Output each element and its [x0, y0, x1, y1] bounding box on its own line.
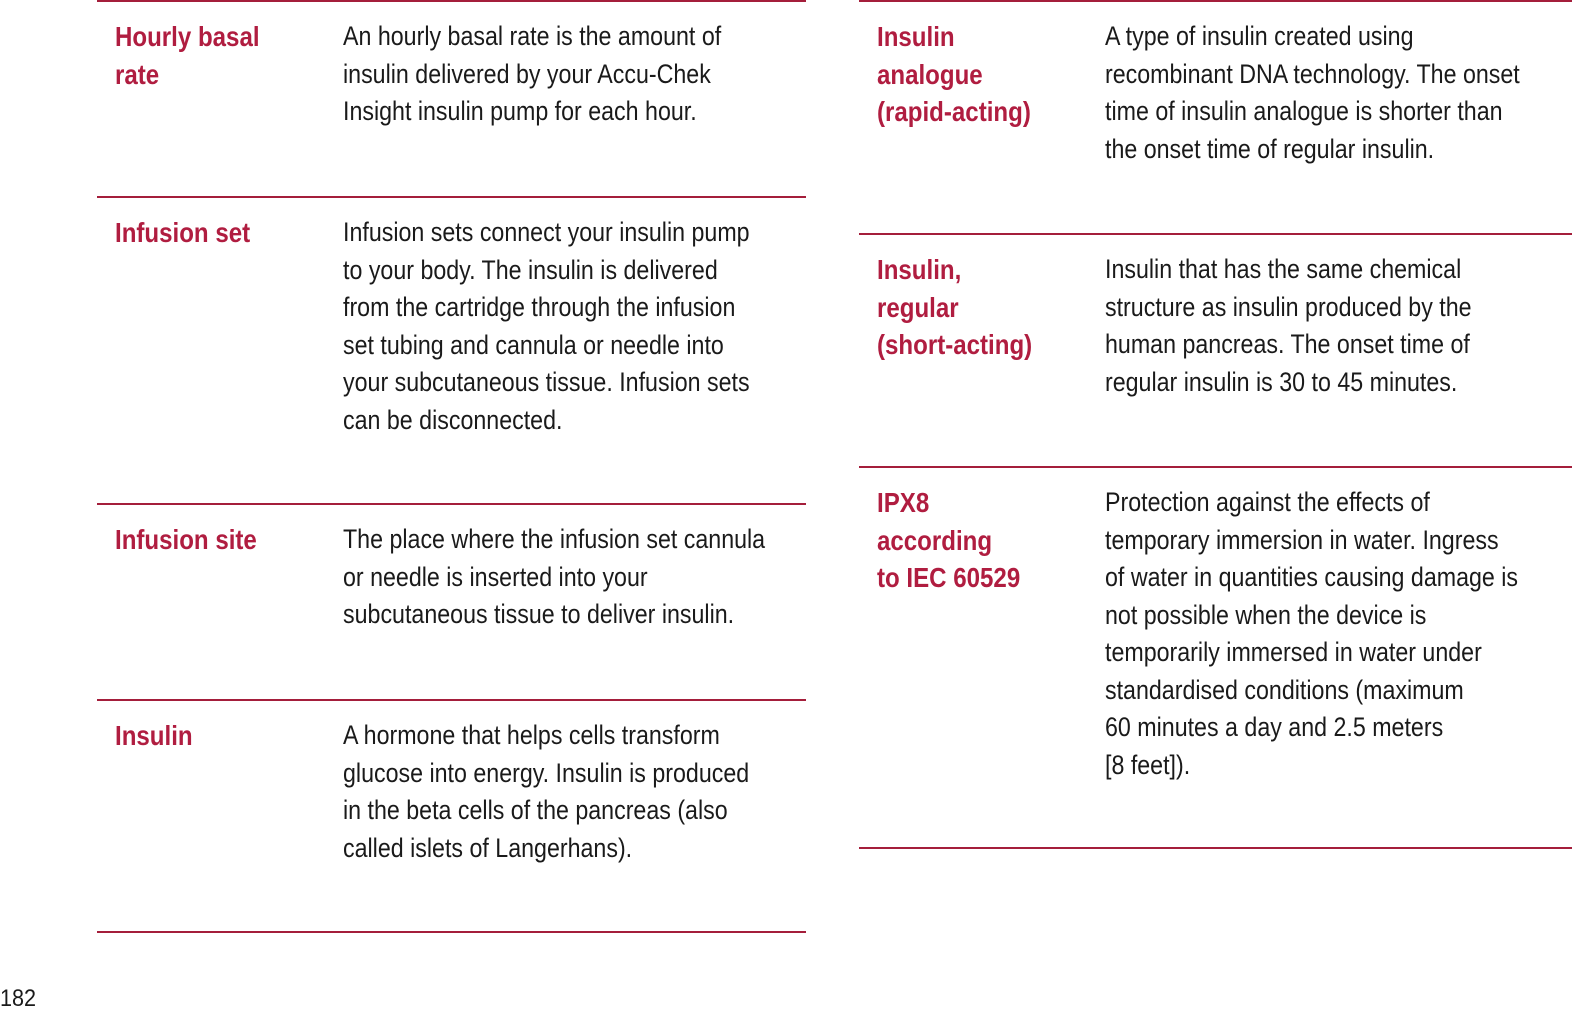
glossary-entry-ipx8	[859, 466, 1572, 849]
glossary-definition: Insulin that has the same chemical structure as insulin produced by the human pancreas. The onset time of regular insulin is 30 to 45 minutes.	[1105, 254, 1472, 397]
glossary-term: Infusion set	[115, 217, 251, 248]
glossary-term: Insulin	[115, 720, 193, 751]
glossary-definition: A type of insulin created using recombinant DNA technology. The onset time of insulin analogue is shorter than the onset time of regular insulin.	[1105, 21, 1520, 164]
closing-divider	[859, 847, 1572, 849]
glossary-term: Insulin, regular (short-acting)	[877, 254, 1033, 360]
glossary-entry-insulin-regular	[859, 233, 1572, 468]
glossary-entry-insulin-analogue	[859, 0, 1572, 235]
glossary-definition: A hormone that helps cells transform glucose into energy. Insulin is produced in the beta cells of the pancreas (also called islets of Langerhans).	[343, 720, 750, 863]
page-number: 182	[0, 985, 37, 1012]
glossary-definition: An hourly basal rate is the amount of insulin delivered by your Accu-Chek Insight insulin pump for each hour.	[343, 21, 722, 126]
glossary-term: Hourly basal rate	[115, 21, 260, 90]
glossary-definition: Protection against the effects of temporary immersion in water. Ingress of water in quantities causing damage is not possible when the device is temporarily immersed in water under standardised conditions (maximum 60 minutes a day and 2.5 meters [8 feet]).	[1105, 487, 1519, 780]
glossary-entry-infusion-set	[97, 196, 806, 505]
glossary-term: Infusion site	[115, 524, 257, 555]
glossary-term: IPX8 according to IEC 60529	[877, 487, 1021, 593]
glossary-entry-infusion-site	[97, 503, 806, 701]
closing-divider	[97, 931, 806, 933]
glossary-definition: Infusion sets connect your insulin pump to your body. The insulin is delivered from the cartridge through the infusion set tubing and cannula or needle into your subcutaneous tissue. Infusion sets can be disconnected.	[343, 217, 750, 435]
glossary-term: Insulin analogue (rapid-acting)	[877, 21, 1031, 127]
glossary-entry-hourly-basal-rate	[97, 0, 806, 198]
glossary-definition: The place where the infusion set cannula or needle is inserted into your subcutaneous tissue to deliver insulin.	[343, 524, 766, 629]
glossary-entry-insulin	[97, 699, 806, 933]
